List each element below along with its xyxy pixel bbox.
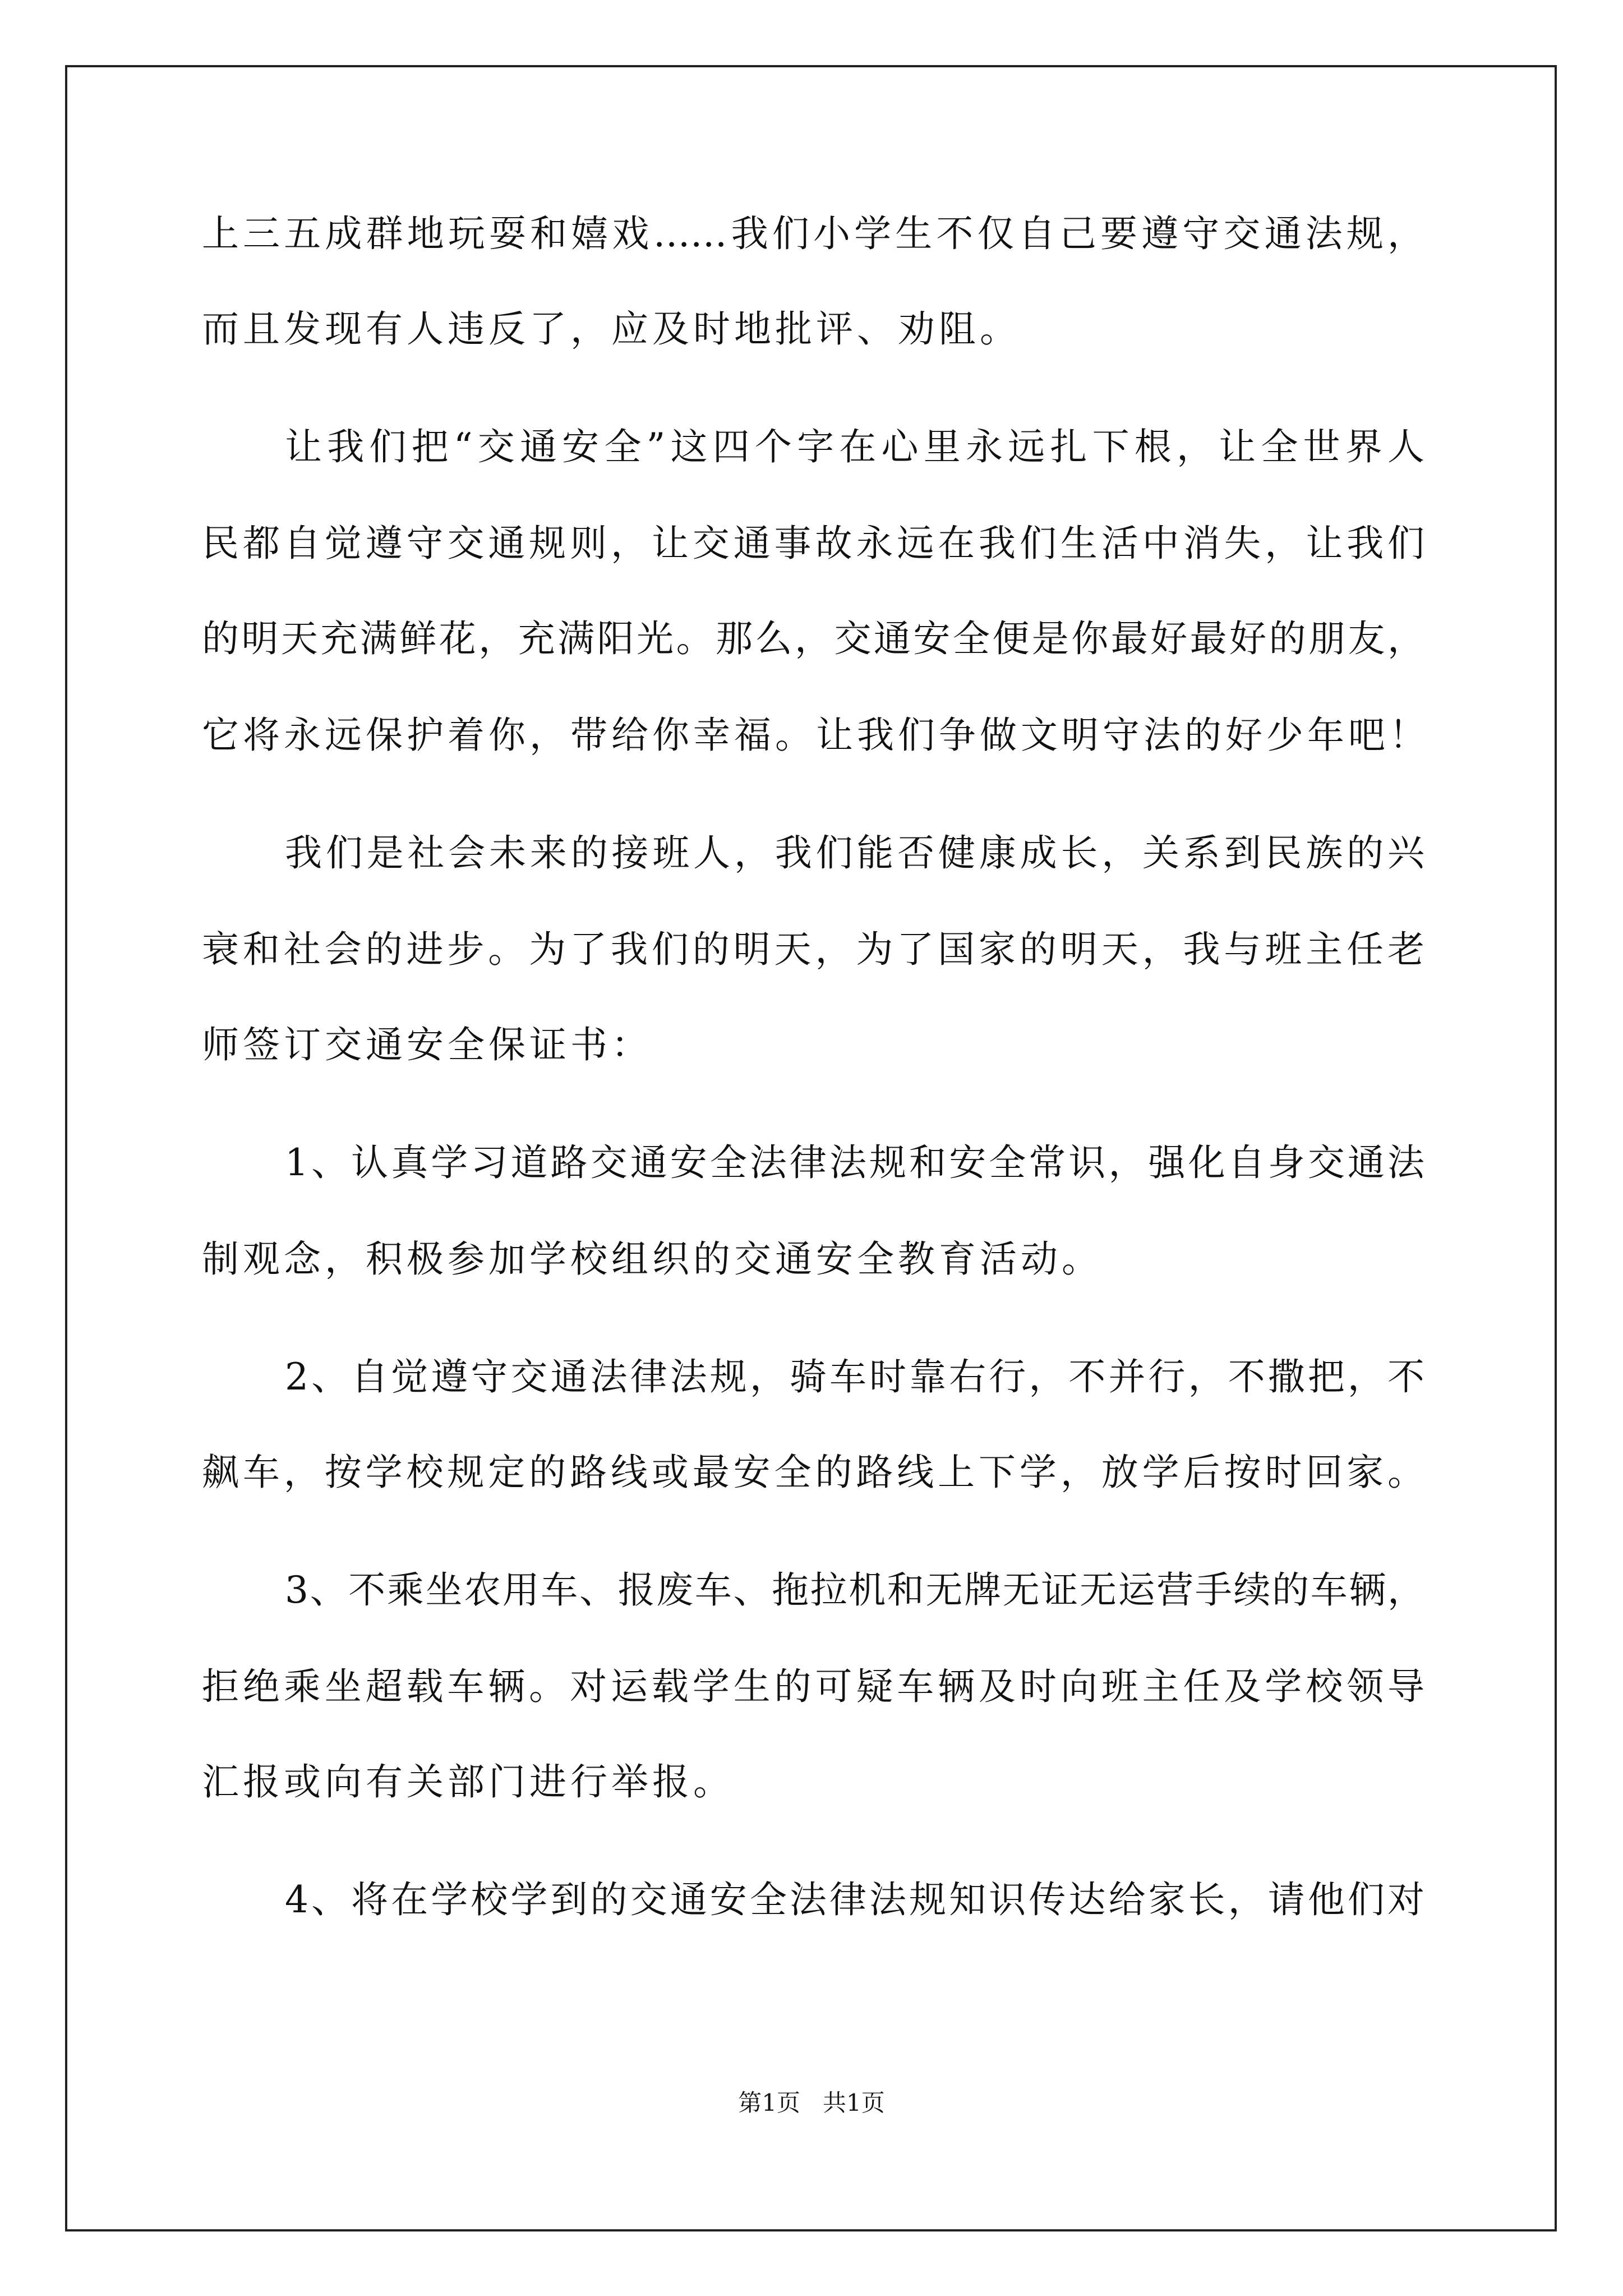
- text-line: 它将永远保护着你，带给你幸福。让我们争做文明守法的好少年吧！: [202, 714, 1430, 757]
- text-line: 让我们把“交通安全”这四个字在心里永远扎下根，让全世界人: [285, 425, 1424, 468]
- text-line: 上三五成群地玩耍和嬉戏……我们小学生不仅自己要遵守交通法规，: [202, 212, 1424, 255]
- text-line: 飙车，按学校规定的路线或最安全的路线上下学，放学后按时回家。: [202, 1451, 1424, 1494]
- text-line: 民都自觉遵守交通规则，让交通事故永远在我们生活中消失，让我们: [202, 522, 1424, 565]
- text-line: 的明天充满鲜花，充满阳光。那么，交通安全便是你最好最好的朋友，: [202, 617, 1424, 660]
- text-line: 汇报或向有关部门进行举报。: [202, 1760, 734, 1803]
- text-line: 制观念，积极参加学校组织的交通安全教育活动。: [202, 1237, 1103, 1281]
- text-line: 1、认真学习道路交通安全法律法规和安全常识，强化自身交通法: [285, 1141, 1424, 1184]
- text-line: 我们是社会未来的接班人，我们能否健康成长，关系到民族的兴: [285, 831, 1424, 875]
- text-line: 2、自觉遵守交通法律法规，骑车时靠右行，不并行，不撒把，不: [285, 1355, 1424, 1398]
- text-line: 4、将在学校学到的交通安全法律法规知识传达给家长，请他们对: [285, 1878, 1424, 1921]
- text-line: 衰和社会的进步。为了我们的明天，为了国家的明天，我与班主任老: [202, 928, 1424, 971]
- text-line: 师签订交通安全保证书：: [202, 1023, 652, 1066]
- text-line: 拒绝乘坐超载车辆。对运载学生的可疑车辆及时向班主任及学校领导: [202, 1665, 1424, 1708]
- page-footer: 第1页 共1页: [738, 2089, 885, 2116]
- text-line: 3、不乘坐农用车、报废车、拖拉机和无牌无证无运营手续的车辆，: [285, 1568, 1424, 1612]
- text-line: 而且发现有人违反了，应及时地批评、劝阻。: [202, 307, 1021, 351]
